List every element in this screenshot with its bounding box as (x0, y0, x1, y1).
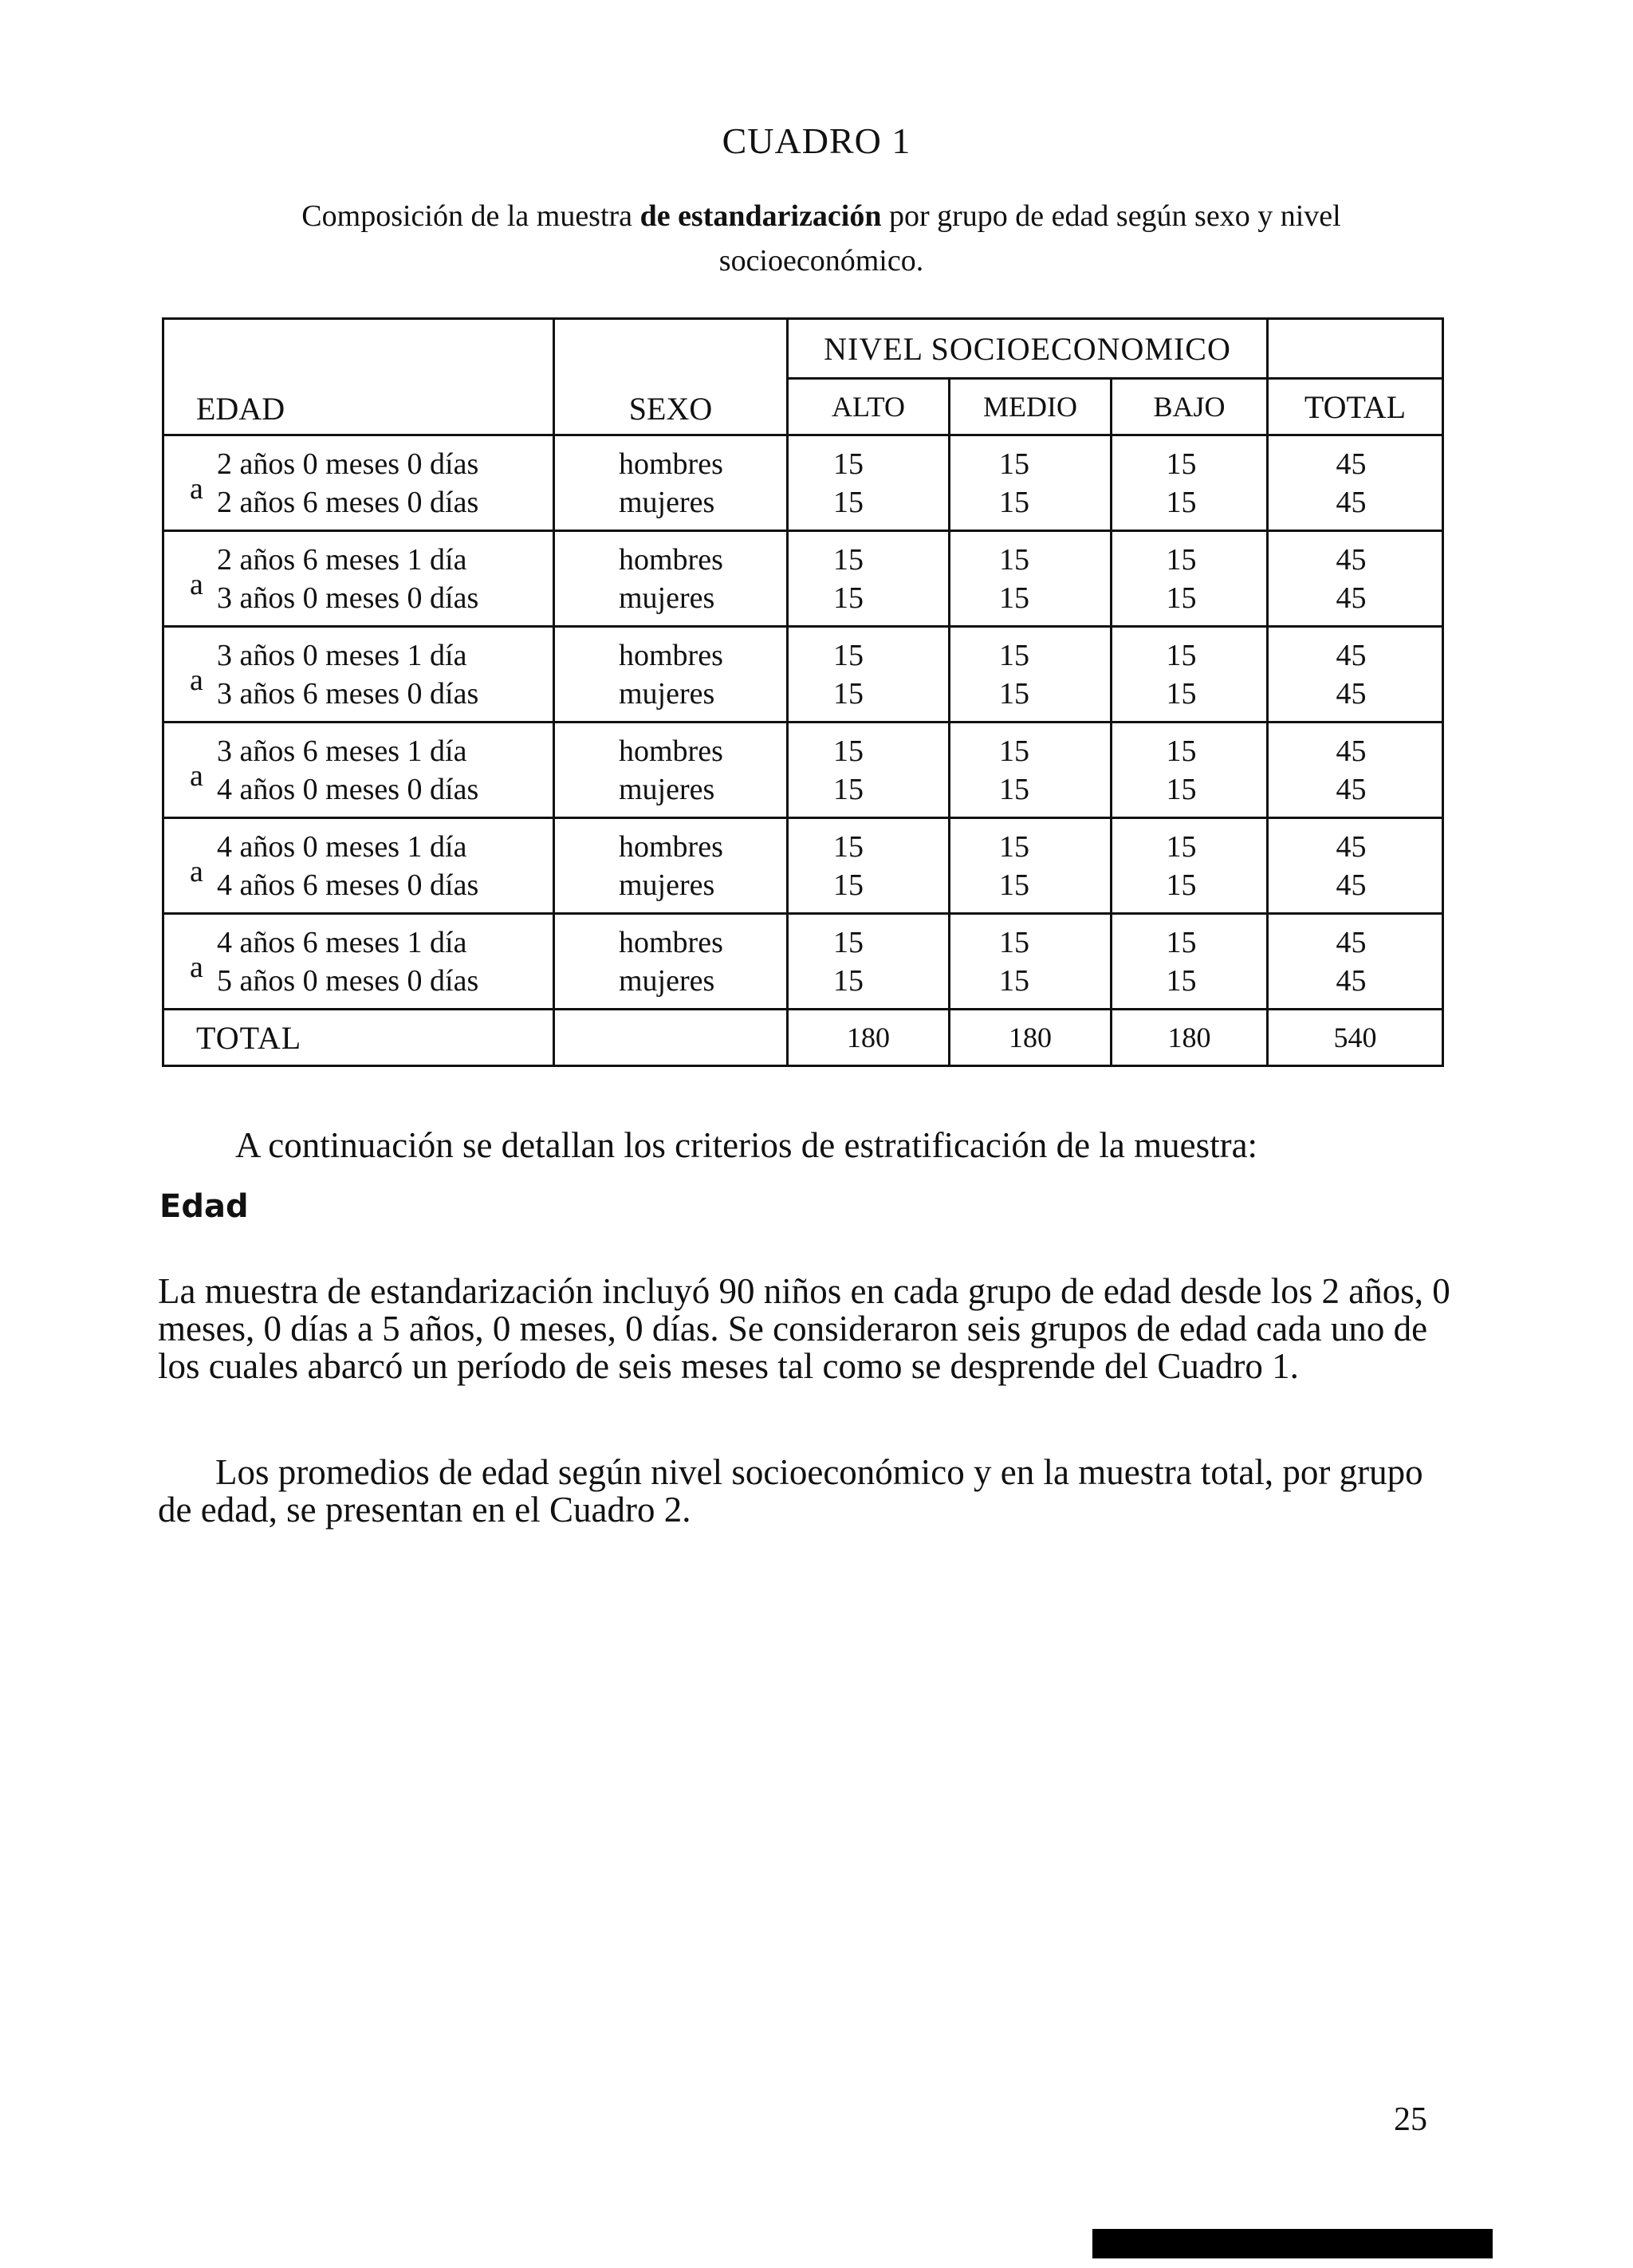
medio-hombres-value: 15 (999, 542, 1029, 577)
sexo-cell (554, 435, 788, 531)
alto-hombres-value: 15 (833, 638, 864, 672)
header-alto: ALTO (788, 379, 950, 435)
total-mujeres-value: 45 (1336, 868, 1367, 902)
age-range-cell (163, 723, 554, 818)
total-cell (1268, 627, 1443, 723)
totals-alto: 180 (788, 1010, 950, 1066)
sexo-mujeres: mujeres (619, 485, 715, 519)
totals-medio: 180 (950, 1010, 1112, 1066)
bajo-mujeres-value: 15 (1166, 772, 1197, 806)
sexo-mujeres: mujeres (619, 868, 715, 902)
sexo-mujeres: mujeres (619, 963, 715, 998)
totals-total: 540 (1268, 1010, 1443, 1066)
alto-mujeres-value: 15 (833, 581, 864, 615)
medio-hombres-value: 15 (999, 638, 1029, 672)
table-row (163, 723, 1443, 818)
age-connector: a (190, 759, 203, 793)
bajo-cell (1112, 435, 1268, 531)
alto-hombres-value: 15 (833, 829, 864, 864)
paragraph: Los promedios de edad según nivel socioeconómico y en la muestra total, por grupo de edad, se presentan en el Cuadro 2. (158, 1452, 1423, 1530)
bajo-hombres-value: 15 (1166, 542, 1197, 577)
sexo-hombres: hombres (619, 638, 723, 672)
medio-mujeres-value: 15 (999, 485, 1029, 519)
age-connector: a (190, 951, 203, 984)
table-row (163, 627, 1443, 723)
age-from: 4 años 6 meses 1 día (217, 925, 467, 959)
age-range-cell (163, 435, 554, 531)
alto-hombres-value: 15 (833, 447, 864, 481)
table-row (163, 914, 1443, 1010)
total-cell (1268, 723, 1443, 818)
sexo-mujeres: mujeres (619, 772, 715, 806)
total-hombres-value: 45 (1336, 542, 1367, 577)
medio-cell (950, 627, 1112, 723)
bajo-hombres-value: 15 (1166, 925, 1197, 959)
totals-label: TOTAL (163, 1010, 554, 1066)
total-mujeres-value: 45 (1336, 772, 1367, 806)
total-hombres-value: 45 (1336, 829, 1367, 864)
caption-text-end: por grupo de edad según sexo y nivel socioeconómico. (718, 199, 1341, 278)
header-sexo: SEXO (554, 319, 788, 435)
table-row (163, 531, 1443, 627)
sexo-cell (554, 627, 788, 723)
sexo-hombres: hombres (619, 447, 723, 481)
medio-cell (950, 531, 1112, 627)
bajo-mujeres-value: 15 (1166, 676, 1197, 711)
age-from: 3 años 0 meses 1 día (217, 638, 467, 672)
age-range-cell (163, 531, 554, 627)
table-title: CUADRO 1 (722, 120, 911, 161)
age-range-cell (163, 627, 554, 723)
totals-row (163, 1010, 1443, 1066)
header-edad: EDAD (163, 319, 554, 435)
age-to: 4 años 0 meses 0 días (217, 772, 479, 806)
header-bajo: BAJO (1112, 379, 1268, 435)
age-from: 4 años 0 meses 1 día (217, 829, 467, 864)
age-to: 2 años 6 meses 0 días (217, 485, 479, 519)
footer-black-bar (1092, 2229, 1493, 2258)
age-to: 4 años 6 meses 0 días (217, 868, 479, 902)
paragraph: La muestra de estandarización incluyó 90 niños en cada grupo de edad desde los 2 años, 0 meses, 0 días a 5 años, 0 meses, 0 días. Se consideraron seis grupos de edad cada uno de los cuales abarcó un período de seis meses tal como se desprende del Cuadro 1. (158, 1271, 1450, 1386)
total-cell (1268, 531, 1443, 627)
medio-mujeres-value: 15 (999, 868, 1029, 902)
medio-hombres-value: 15 (999, 734, 1029, 768)
bajo-mujeres-value: 15 (1166, 868, 1197, 902)
bajo-mujeres-value: 15 (1166, 581, 1197, 615)
age-from: 2 años 6 meses 1 día (217, 542, 467, 577)
table-row (163, 818, 1443, 914)
sexo-hombres: hombres (619, 734, 723, 768)
alto-cell (788, 818, 950, 914)
sexo-hombres: hombres (619, 542, 723, 577)
alto-mujeres-value: 15 (833, 868, 864, 902)
alto-cell (788, 914, 950, 1010)
alto-mujeres-value: 15 (833, 485, 864, 519)
age-connector: a (190, 663, 203, 697)
total-cell (1268, 435, 1443, 531)
alto-hombres-value: 15 (833, 542, 864, 577)
age-to: 3 años 6 meses 0 días (217, 676, 479, 711)
total-mujeres-value: 45 (1336, 485, 1367, 519)
bajo-hombres-value: 15 (1166, 734, 1197, 768)
caption-bold-text: de estandarización (639, 199, 882, 233)
age-range-cell (163, 914, 554, 1010)
age-connector: a (190, 568, 203, 601)
alto-cell (788, 627, 950, 723)
medio-cell (950, 723, 1112, 818)
age-connector: a (190, 855, 203, 888)
alto-mujeres-value: 15 (833, 676, 864, 711)
sexo-cell (554, 531, 788, 627)
header-nivel-socioeconomico: NIVEL SOCIOECONOMICO (788, 319, 1268, 379)
age-from: 2 años 0 meses 0 días (217, 447, 479, 481)
sexo-hombres: hombres (619, 829, 723, 864)
total-hombres-value: 45 (1336, 447, 1367, 481)
medio-hombres-value: 15 (999, 925, 1029, 959)
total-mujeres-value: 45 (1336, 581, 1367, 615)
alto-cell (788, 531, 950, 627)
medio-cell (950, 435, 1112, 531)
sexo-cell (554, 914, 788, 1010)
medio-hombres-value: 15 (999, 829, 1029, 864)
bajo-hombres-value: 15 (1166, 638, 1197, 672)
caption-text: Composición de la muestra (301, 199, 640, 233)
age-connector: a (190, 472, 203, 506)
alto-mujeres-value: 15 (833, 963, 864, 998)
bajo-mujeres-value: 15 (1166, 485, 1197, 519)
total-hombres-value: 45 (1336, 734, 1367, 768)
medio-cell (950, 914, 1112, 1010)
age-to: 5 años 0 meses 0 días (217, 963, 479, 998)
bajo-mujeres-value: 15 (1166, 963, 1197, 998)
alto-cell (788, 435, 950, 531)
bajo-cell (1112, 627, 1268, 723)
bajo-cell (1112, 723, 1268, 818)
medio-mujeres-value: 15 (999, 963, 1029, 998)
medio-mujeres-value: 15 (999, 772, 1029, 806)
intro-sentence: A continuación se detallan los criterios de estratificación de la muestra: (235, 1125, 1258, 1165)
total-mujeres-value: 45 (1336, 676, 1367, 711)
bajo-hombres-value: 15 (1166, 829, 1197, 864)
sexo-hombres: hombres (619, 925, 723, 959)
total-cell (1268, 818, 1443, 914)
sexo-cell (554, 818, 788, 914)
header-medio: MEDIO (950, 379, 1112, 435)
age-range-cell (163, 818, 554, 914)
total-cell (1268, 914, 1443, 1010)
total-hombres-value: 45 (1336, 638, 1367, 672)
table-caption (223, 194, 1419, 283)
sexo-mujeres: mujeres (619, 676, 715, 711)
bajo-hombres-value: 15 (1166, 447, 1197, 481)
bajo-cell (1112, 914, 1268, 1010)
sample-composition-table (162, 317, 1444, 1067)
header-total: TOTAL (1268, 379, 1443, 435)
alto-hombres-value: 15 (833, 925, 864, 959)
section-heading-edad: Edad (159, 1188, 249, 1225)
total-hombres-value: 45 (1336, 925, 1367, 959)
bajo-cell (1112, 531, 1268, 627)
bajo-cell (1112, 818, 1268, 914)
medio-cell (950, 818, 1112, 914)
medio-mujeres-value: 15 (999, 581, 1029, 615)
totals-sexo-blank (554, 1010, 788, 1066)
age-to: 3 años 0 meses 0 días (217, 581, 479, 615)
table-row (163, 435, 1443, 531)
header-blank (1268, 319, 1443, 379)
page-number: 25 (1394, 2101, 1427, 2138)
totals-bajo: 180 (1112, 1010, 1268, 1066)
alto-cell (788, 723, 950, 818)
sexo-cell (554, 723, 788, 818)
age-from: 3 años 6 meses 1 día (217, 734, 467, 768)
alto-hombres-value: 15 (833, 734, 864, 768)
medio-mujeres-value: 15 (999, 676, 1029, 711)
sexo-mujeres: mujeres (619, 581, 715, 615)
total-mujeres-value: 45 (1336, 963, 1367, 998)
medio-hombres-value: 15 (999, 447, 1029, 481)
alto-mujeres-value: 15 (833, 772, 864, 806)
